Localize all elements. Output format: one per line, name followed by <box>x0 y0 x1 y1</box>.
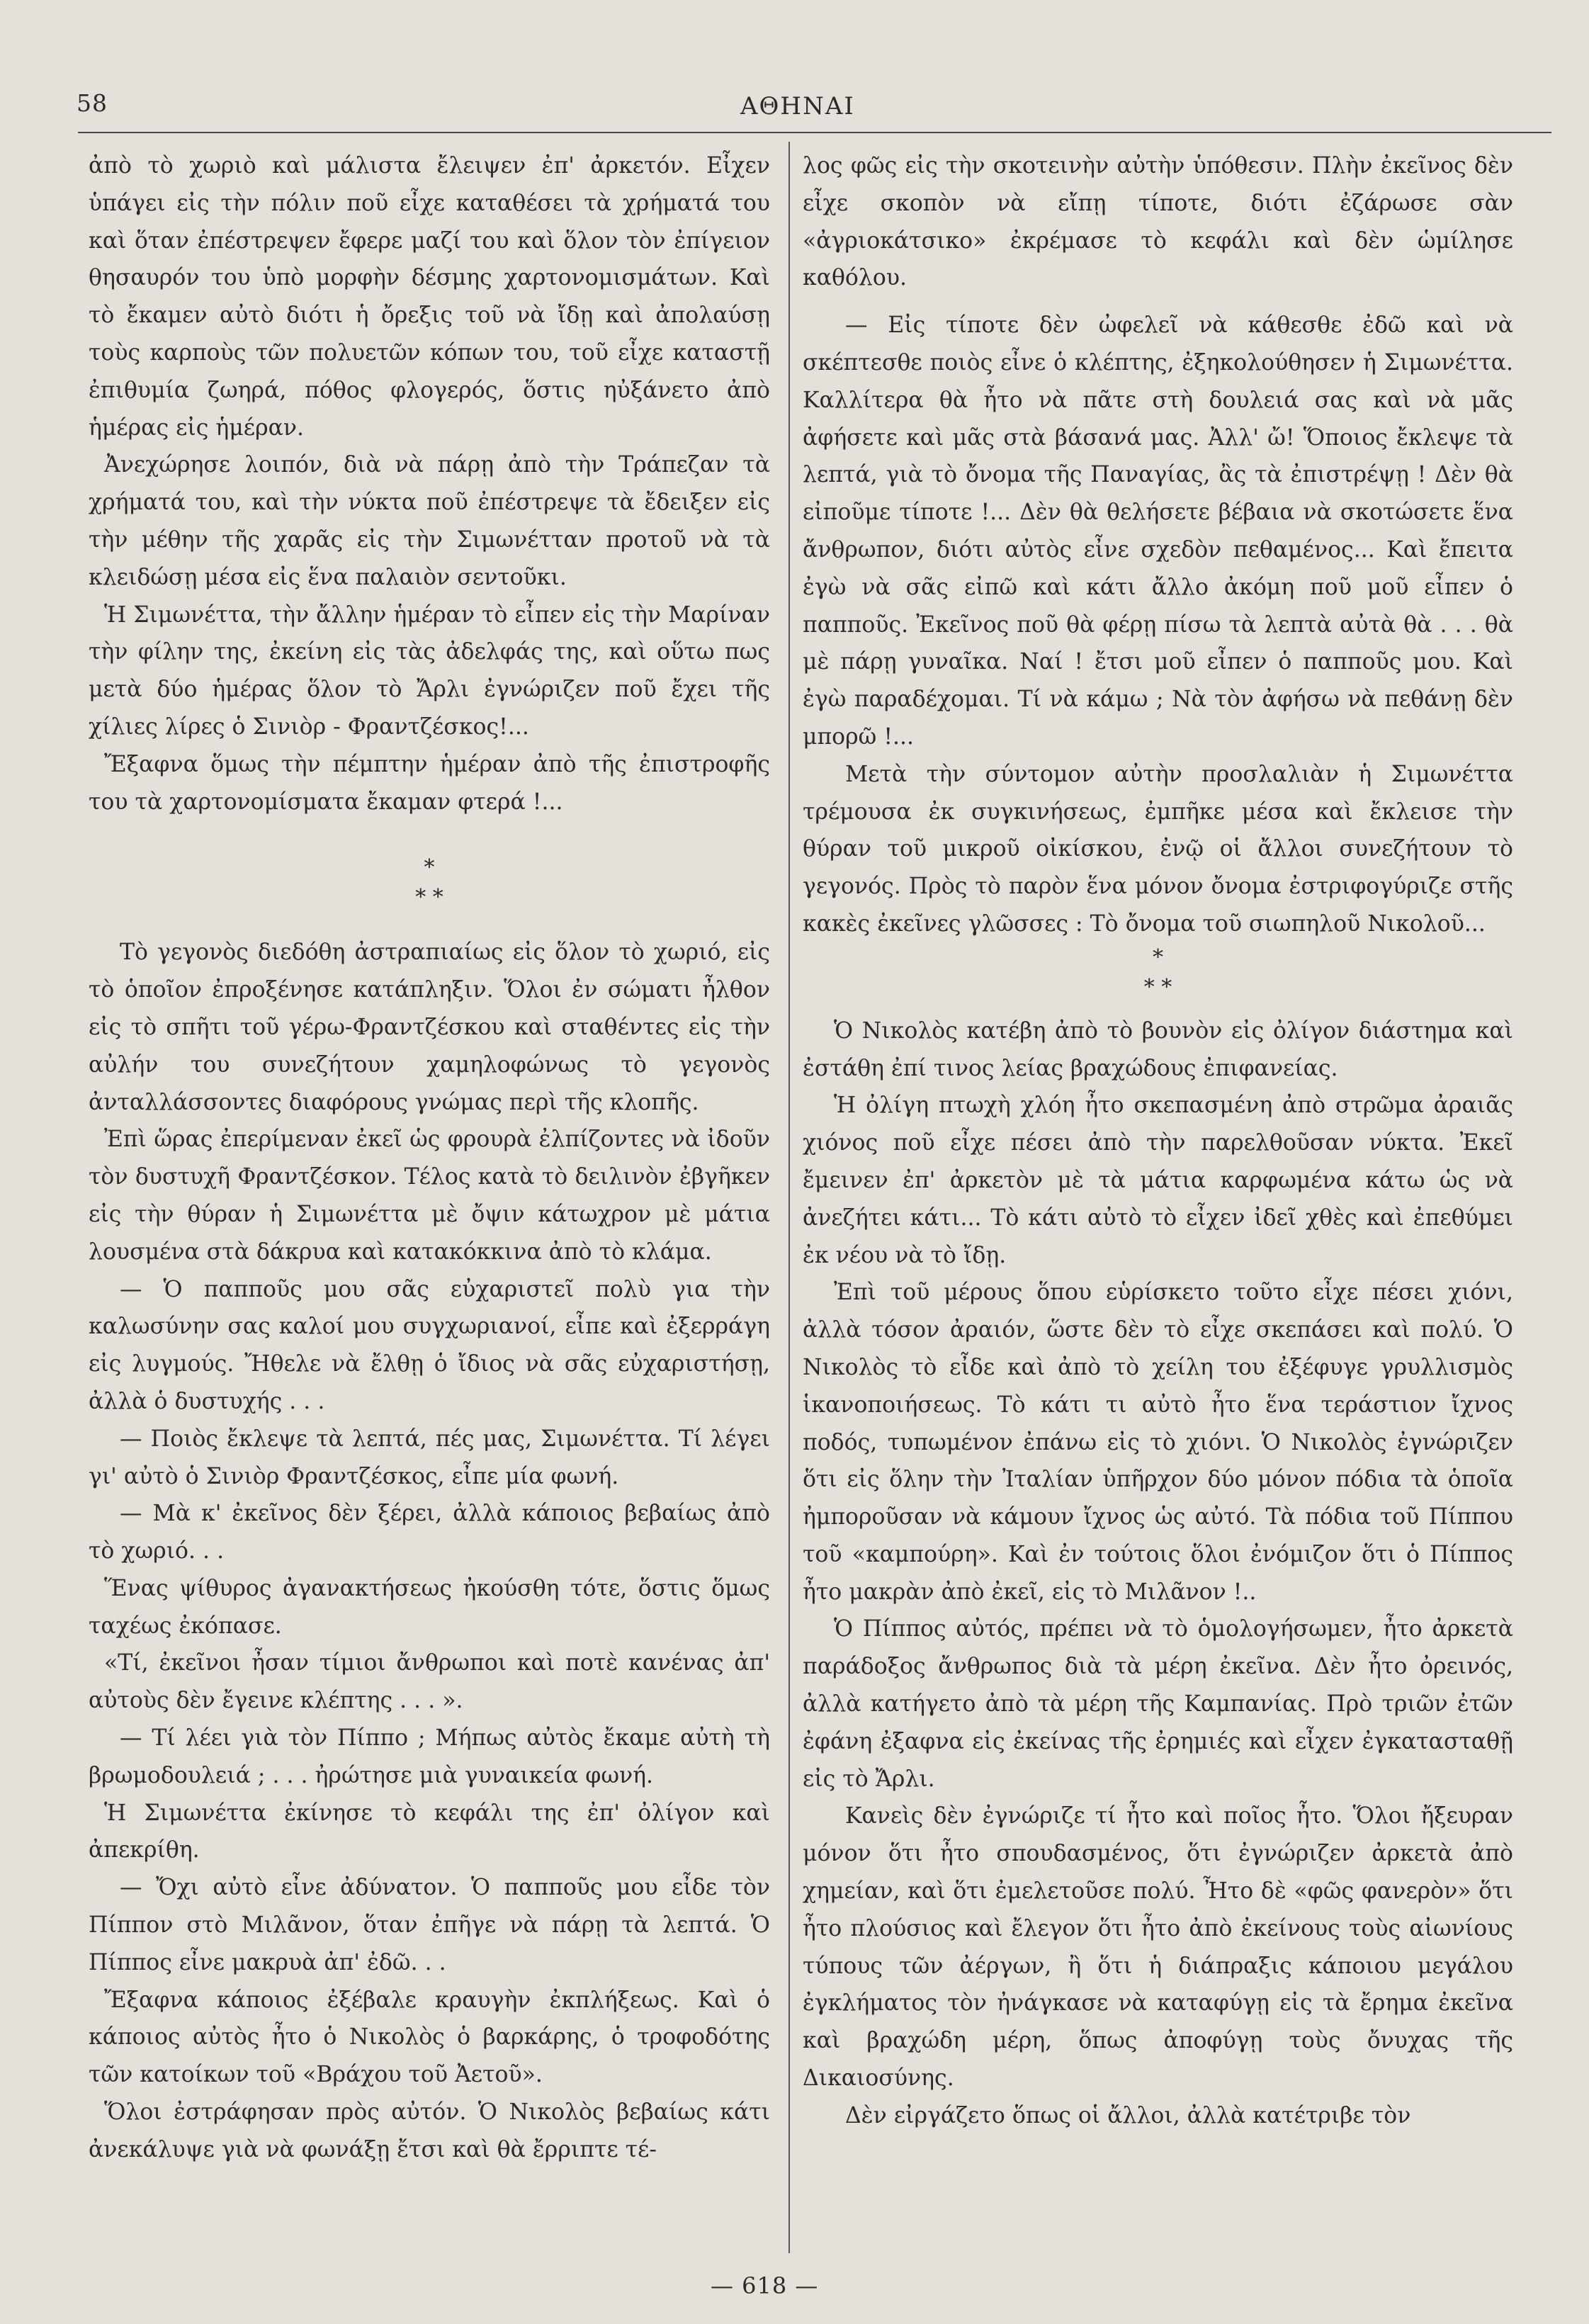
paragraph: Ἡ Σιμωνέττα, τὴν ἄλλην ἡμέραν τὸ εἶπεν εἰς τὴν Μαρίναν τὴν φίλην της, ἐκείνη εἰς τὰς ἀδελφάς της, καὶ οὕτω πως μετὰ δύο ἡμέρας ὅλον τὸ Ἄρλι ἐγνώριζεν ποῦ ἔχει τῆς χίλιες λίρες ὁ Σινιὸρ - Φραντζέσκος!... <box>89 602 770 740</box>
paragraph: «Τί, ἐκεῖνοι ἦσαν τίμιοι ἄνθρωποι καὶ ποτὲ κανένας ἀπ' αὐτοὺς δὲν ἔγεινε κλέπτης . . . ». <box>89 1650 770 1714</box>
dialogue-paragraph: — Τί λέει γιὰ τὸν Πίππο ; Μήπως αὐτὸς ἔκαμε αὐτὴ τὴ βρωμοδουλειά ; . . . ἠρώτησε μιὰ γυναικεία φωνή. <box>89 1725 770 1788</box>
paragraph: Ἡ Σιμωνέττα ἐκίνησε τὸ κεφάλι της ἐπ' ὀλίγον καὶ ἀπεκρίθη. <box>89 1800 770 1863</box>
paragraph: Ὅλοι ἐστράφησαν πρὸς αὐτόν. Ὁ Νικολὸς βεβαίως κάτι ἀνεκάλυψε γιὰ νὰ φωνάξῃ ἔτσι καὶ θὰ ἔρριπτε τέ- <box>89 2099 770 2162</box>
paragraph: Κανεὶς δὲν ἐγνώριζε τί ἦτο καὶ ποῖος ἦτο. Ὅλοι ἤξευραν μόνον ὅτι ἦτο σπουδασμένος, ὅτι ἐγνώριζεν ἀρκετὰ ἀπὸ χημείαν, καὶ ὅτι ἐμελετοῦσε πολύ. Ἦτο δὲ «φῶς φανερὸν» ὅτι ἦτο πλούσιος καὶ ἔλεγον ὅτι ἦτο ἀπὸ ἐκείνους τοὺς αἰωνίους τύπους τῶν ἀέργων, ἢ ὅτι ἡ διάπραξις κάποιου μεγάλου ἐγκλήματος τὸν ἠνάγκασε νὰ καταφύγῃ εἰς τὰ ἔρημα ἐκεῖνα καὶ βραχώδη μέρη, ὅπως ἀποφύγῃ τοὺς ὄνυχας τῆς Δικαιοσύνης. <box>803 1803 1513 2092</box>
paragraph: Ἔξαφνα ὅμως τὴν πέμπτην ἡμέραν ἀπὸ τῆς ἐπιστροφῆς του τὰ χαρτονομίσματα ἔκαμαν φτερά !... <box>89 751 770 815</box>
spacer <box>89 913 770 934</box>
separator-star-top: * <box>1153 944 1163 970</box>
right-column <box>803 147 1513 2135</box>
paragraph: Δὲν εἰργάζετο ὅπως οἱ ἄλλοι, ἀλλὰ κατέτριβε τὸν <box>845 2102 1411 2128</box>
dialogue-paragraph: — Εἰς τίποτε δὲν ὠφελεῖ νὰ κάθεσθε ἐδῶ καὶ νὰ σκέπτεσθε ποιὸς εἶνε ὁ κλέπτης, ἐξηκολούθησεν ἡ Σιμωνέττα. Καλλίτερα θὰ ἦτο νὰ πᾶτε στὴ δουλειά σας καὶ νὰ μᾶς ἀφήσετε καὶ μᾶς στὰ βάσανά μας. Ἀλλ' ὤ! Ὅποιος ἔκλεψε τὰ λεπτά, γιὰ τὸ ὄνομα τῆς Παναγίας, ἂς τὰ ἐπιστρέψῃ ! Δὲν θὰ εἰποῦμε τίποτε !... Δὲν θὰ θελήσετε βέβαια νὰ σκοτώσετε ἕνα ἄνθρωπον, διότι αὐτὸς εἶνε σχεδὸν πεθαμένος... Καὶ ἔπειτα ἐγὼ νὰ σᾶς εἰπῶ καὶ κάτι ἄλλο ἀκόμη ποῦ μοῦ εἶπεν ὁ παπποῦς. Ἐκεῖνος ποῦ θὰ φέρῃ πίσω τὰ λεπτὰ αὐτὰ θὰ . . . θὰ μὲ πάρῃ γυναῖκα. Ναί ! ἔτσι μοῦ εἶπεν ὁ παπποῦς μου. Καὶ ἐγὼ παραδέχομαι. Τί νὰ κάμω ; Νὰ τὸν ἀφήσω νὰ πεθάνῃ δὲν μπορῶ !... <box>803 312 1513 750</box>
separator-star-top: * <box>424 855 435 881</box>
paragraph: Τὸ γεγονὸς διεδόθη ἀστραπιαίως εἰς ὅλον τὸ χωριό, εἰς τὸ ὁποῖον ἐπροξένησε κατάπληξιν. Ὅλοι ἐν σώματι ἦλθον εἰς τὸ σπῆτι τοῦ γέρω-Φραντζέσκου καὶ σταθέντες εἰς τὴν αὐλήν του συνεζήτουν χαμηλοφώνως τὸ γεγονὸς ἀνταλλάσσοντες διαφόρους γνώμας περὶ τῆς κλοπῆς. <box>89 940 770 1115</box>
column-divider <box>788 142 790 2253</box>
paragraph: Ὁ Νικολὸς κατέβη ἀπὸ τὸ βουνὸν εἰς ὀλίγον διάστημα καὶ ἐστάθη ἐπί τινος λείας βραχώδους ἐπιφανείας. <box>803 1017 1513 1081</box>
paragraph: Ἐπὶ ὥρας ἐπερίμεναν ἐκεῖ ὡς φρουρὰ ἐλπίζοντες νὰ ἰδοῦν τὸν δυστυχῆ Φραντζέσκον. Τέλος κατὰ τὸ δειλινὸν ἐβγῆκεν εἰς τὴν θύραν ἡ Σιμωνέττα μὲ ὄψιν κάτωχρον μὲ μάτια λουσμένα στὰ δάκρυα καὶ κατακόκκινα ἀπὸ τὸ κλάμα. <box>89 1127 770 1265</box>
dialogue-paragraph: — Ὁ παπποῦς μου σᾶς εὐχαριστεῖ πολὺ για τὴν καλωσύνην σας καλοί μου συγχωριανοί, εἶπε καὶ ἐξερράγη εἰς λυγμούς. Ἤθελε νὰ ἔλθῃ ὁ ἴδιος νὰ σᾶς εὐχαριστήσῃ, ἀλλὰ ὁ δυστυχής . . . <box>89 1276 770 1414</box>
left-column <box>89 147 770 2169</box>
paragraph: ἀπὸ τὸ χωριὸ καὶ μάλιστα ἔλειψεν ἐπ' ἀρκετόν. Εἶχεν ὑπάγει εἰς τὴν πόλιν ποῦ εἶχε καταθέσει τὰ χρήματά του καὶ ὅταν ἐπέστρεψεν ἔφερε μαζί του καὶ ὅλον τὸν ἐπίγειον θησαυρόν του ὑπὸ μορφὴν δέσμης χαρτονομισμάτων. Καὶ τὸ ἔκαμεν αὐτὸ διότι ἡ ὄρεξις τοῦ νὰ ἴδῃ καὶ ἀπολαύσῃ τοὺς καρποὺς τῶν πολυετῶν κόπων του, τοῦ εἶχε καταστῇ ἐπιθυμία ζωηρά, πόθος φλογερός, ὅστις ηὐξάνετο ἀπὸ ἡμέρας εἰς ἡμέραν. <box>89 153 770 441</box>
dialogue-paragraph: — Μὰ κ' ἐκεῖνος δὲν ξέρει, ἀλλὰ κάποιος βεβαίως ἀπὸ τὸ χωριό. . . <box>89 1501 770 1564</box>
header-rule <box>78 132 1551 133</box>
separator-stars-bottom: * * <box>415 885 443 910</box>
paragraph: Ἕνας ψίθυρος ἀγανακτήσεως ἠκούσθη τότε, ὅστις ὅμως ταχέως ἐκόπασε. <box>89 1575 770 1639</box>
dialogue-paragraph: — Ποιὸς ἔκλεψε τὰ λεπτά, πές μας, Σιμωνέττα. Τί λέγει γι' αὐτὸ ὁ Σινιὸρ Φραντζέσκος, εἶπε μία φωνή. <box>89 1426 770 1489</box>
paragraph: Ἔξαφνα κάποιος ἐξέβαλε κραυγὴν ἐκπλήξεως. Καὶ ὁ κάποιος αὐτὸς ἦτο ὁ Νικολὸς ὁ βαρκάρης, ὁ τροφοδότης τῶν κατοίκων τοῦ «Βράχου τοῦ Ἀετοῦ». <box>89 1987 770 2088</box>
spacer <box>803 297 1513 307</box>
paragraph: Ἀνεχώρησε λοιπόν, διὰ νὰ πάρῃ ἀπὸ τὴν Τράπεζαν τὰ χρήματά του, καὶ τὴν νύκτα ποῦ ἐπέστρεψε τὰ ἔδειξεν εἰς τὴν μέθην τῆς χαρᾶς εἰς τὴν Σιμωνέτταν προτοῦ νὰ τὰ κλειδώσῃ μέσα εἰς ἕνα παλαιὸν σεντοῦκι. <box>89 452 770 590</box>
running-title: ΑΘΗΝΑΙ <box>740 92 855 120</box>
footer-page-number: — 618 — <box>711 2272 819 2299</box>
dialogue-paragraph: — Ὄχι αὐτὸ εἶνε ἀδύνατον. Ὁ παπποῦς μου εἶδε τὸν Πίππον στὸ Μιλᾶνον, ὅταν ἐπῆγε νὰ πάρῃ τὰ λεπτά. Ὁ Πίππος εἶνε μακρυὰ ἀπ' ἐδῶ. . . <box>89 1875 770 1975</box>
paragraph: λος φῶς εἰς τὴν σκοτεινὴν αὐτὴν ὑπόθεσιν. Πλὴν ἐκεῖνος δὲν εἶχε σκοπὸν νὰ εἴπῃ τίποτε, διότι ἐζάρωσε σὰν «ἀγριοκάτσικο» ἐκρέμασε τὸ κεφάλι καὶ δὲν ὡμίλησε καθόλου. <box>803 153 1513 291</box>
paragraph: Ἐπὶ τοῦ μέρους ὅπου εὑρίσκετο τοῦτο εἶχε πέσει χιόνι, ἀλλὰ τόσον ἀραιόν, ὥστε δὲν τὸ εἶχε σκεπάσει καὶ πολύ. Ὁ Νικολὸς τὸ εἶδε καὶ ἀπὸ τὸ χείλη του ἐξέφυγε γρυλλισμὸς ἱκανοποιήσεως. Τὸ κάτι τι αὐτὸ ἦτο ἕνα τεράστιον ἴχνος ποδός, τυπωμένον ἐπάνω εἰς τὸ χιόνι. Ὁ Νικολὸς ἐγνώριζεν ὅτι εἰς ὅλην τὴν Ἰταλίαν ὑπῆρχον δύο μόνον πόδια τὰ ὁποῖα ἠμποροῦσαν νὰ κάμουν ἴχνος ὡς αὐτό. Τὰ πόδια τοῦ Πίππου τοῦ «καμπούρη». Καὶ ἐν τούτοις ὅλοι ἐνόμιζον ὅτι ὁ Πίππος ἦτο μακρὰν ἀπὸ ἐκεῖ, εἰς τὸ Μιλᾶνον !.. <box>803 1280 1513 1605</box>
spacer <box>803 1003 1513 1012</box>
paragraph: Ὁ Πίππος αὐτός, πρέπει νὰ τὸ ὁμολογήσωμεν, ἦτο ἀρκετὰ παράδοξος ἄνθρωπος διὰ τὰ μέρη ἐκεῖνα. Δὲν ἦτο ὀρεινός, ἀλλὰ κατήγετο ἀπὸ τὰ μέρη τῆς Καμπανίας. Πρὸ τριῶν ἐτῶν ἐφάνη ἐξαφνα εἰς ἐκείνας τῆς ἐρημιές καὶ εἶχεν ἐγκατασταθῇ εἰς τὸ Ἄρλι. <box>803 1616 1513 1792</box>
paragraph: Μετὰ τὴν σύντομον αὐτὴν προσλαλιὰν ἡ Σιμωνέττα τρέμουσα ἐκ συγκινήσεως, ἐμπῆκε μέσα καὶ ἔκλεισε τὴν θύραν τοῦ μικροῦ οἰκίσκου, ἐνῷ οἱ ἄλλοι συνεζήτουν τὸ γεγονός. Πρὸς τὸ παρὸν ἕνα μόνον ὄνομα ἐστριφογύριζε στῆς κακὲς ἐκεῖνες γλῶσσες : Τὸ ὄνομα τοῦ σιωπηλοῦ Νικολοῦ... <box>803 761 1513 937</box>
section-separator <box>803 943 1513 1003</box>
paragraph: Ἡ ὀλίγη πτωχὴ χλόη ἦτο σκεπασμένη ἀπὸ στρῶμα ἀραιᾶς χιόνος ποῦ εἶχε πέσει ἀπὸ τὴν παρελθοῦσαν νύκτα. Ἐκεῖ ἔμεινεν ἐπ' ἀρκετὸν μὲ τὰ μάτια καρφωμένα κάτω ὡς νὰ ἀνεζήτει κάτι... Τὸ κάτι αὐτὸ τὸ εἶχεν ἰδεῖ χθὲς καὶ ἐπεθύμει ἐκ νέου νὰ τὸ ἴδῃ. <box>803 1093 1513 1268</box>
header-page-number: 58 <box>77 89 108 117</box>
separator-stars-bottom: * * <box>1143 974 1172 1000</box>
section-separator <box>89 853 770 913</box>
spacer <box>89 820 770 853</box>
